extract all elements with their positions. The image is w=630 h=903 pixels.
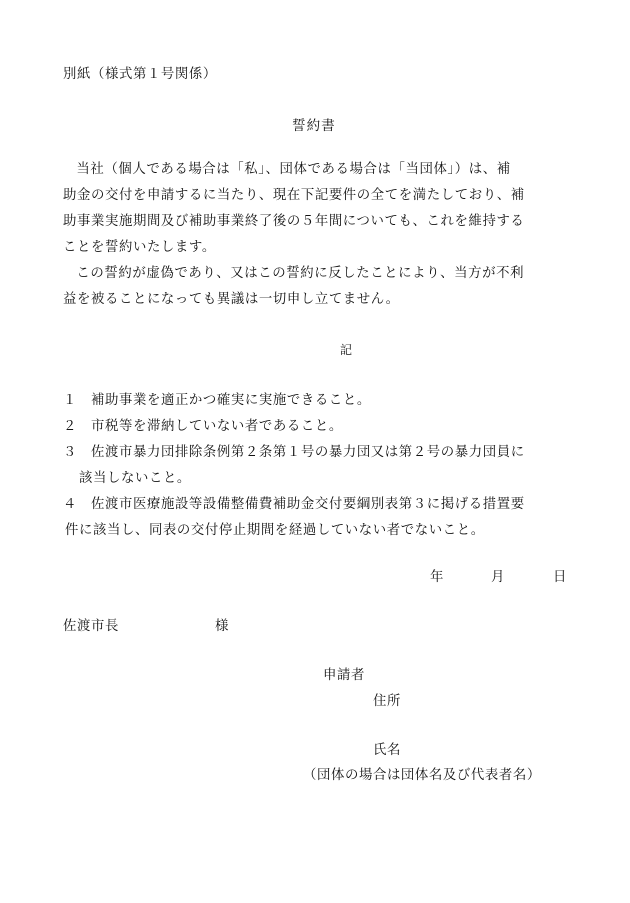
requirement-text: 佐渡市医療施設等設備整備費補助金交付要綱別表第３に掲げる措置要	[91, 497, 525, 512]
oath-line: 助事業実施期間及び補助事業終了後の５年間についても、これを維持する	[63, 214, 525, 229]
applicant-address-label: 住所	[373, 694, 401, 709]
requirement-item	[63, 492, 573, 544]
requirement-text-continued: 該当しないこと。	[79, 471, 191, 486]
requirement-number: ２	[63, 419, 77, 434]
date-month: 月	[491, 570, 505, 585]
requirements-list	[63, 388, 573, 544]
requirement-text-continued: 件に該当し、同表の交付停止期間を経過していない者でないこと。	[65, 523, 485, 538]
oath-line: この誓約が虚偽であり、又はこの誓約に反したことにより、当方が不利	[76, 266, 525, 281]
requirement-text: 市税等を滞納していない者であること。	[91, 419, 343, 434]
requirement-item	[63, 414, 573, 440]
oath-line: 当社（個人である場合は「私」、団体である場合は「当団体」）は、補	[76, 162, 511, 177]
oath-line: ことを誓約いたします。	[63, 240, 216, 255]
requirement-text: 補助事業を適正かつ確実に実施できること。	[91, 393, 371, 408]
oath-line: 益を被ることになっても異議は一切申し立てません。	[63, 292, 400, 307]
oath-paragraph-2	[63, 261, 573, 313]
oath-paragraph-1	[63, 157, 573, 261]
requirement-item	[63, 388, 573, 414]
requirement-number: ４	[63, 497, 77, 512]
oath-line: 助金の交付を申請するに当たり、現在下記要件の全てを満たしており、補	[63, 188, 525, 203]
applicant-name-label: 氏名	[373, 743, 401, 758]
addressee-name: 佐渡市長	[63, 619, 119, 634]
date-year: 年	[430, 570, 444, 585]
notes-heading: 記	[340, 343, 353, 357]
applicant-heading: 申請者	[323, 668, 365, 683]
document-title: 誓約書	[292, 118, 336, 134]
addressee-honorific: 様	[215, 619, 229, 634]
requirement-item	[63, 440, 573, 492]
oath-body	[63, 157, 573, 313]
date-day: 日	[553, 570, 567, 585]
requirement-number: １	[63, 393, 77, 408]
requirement-text: 佐渡市暴力団排除条例第２条第１号の暴力団又は第２号の暴力団員に	[91, 445, 525, 460]
applicant-name-note: （団体の場合は団体名及び代表者名）	[303, 768, 541, 783]
annex-label: 別紙（様式第１号関係）	[63, 67, 217, 82]
requirement-number: ３	[63, 445, 77, 460]
